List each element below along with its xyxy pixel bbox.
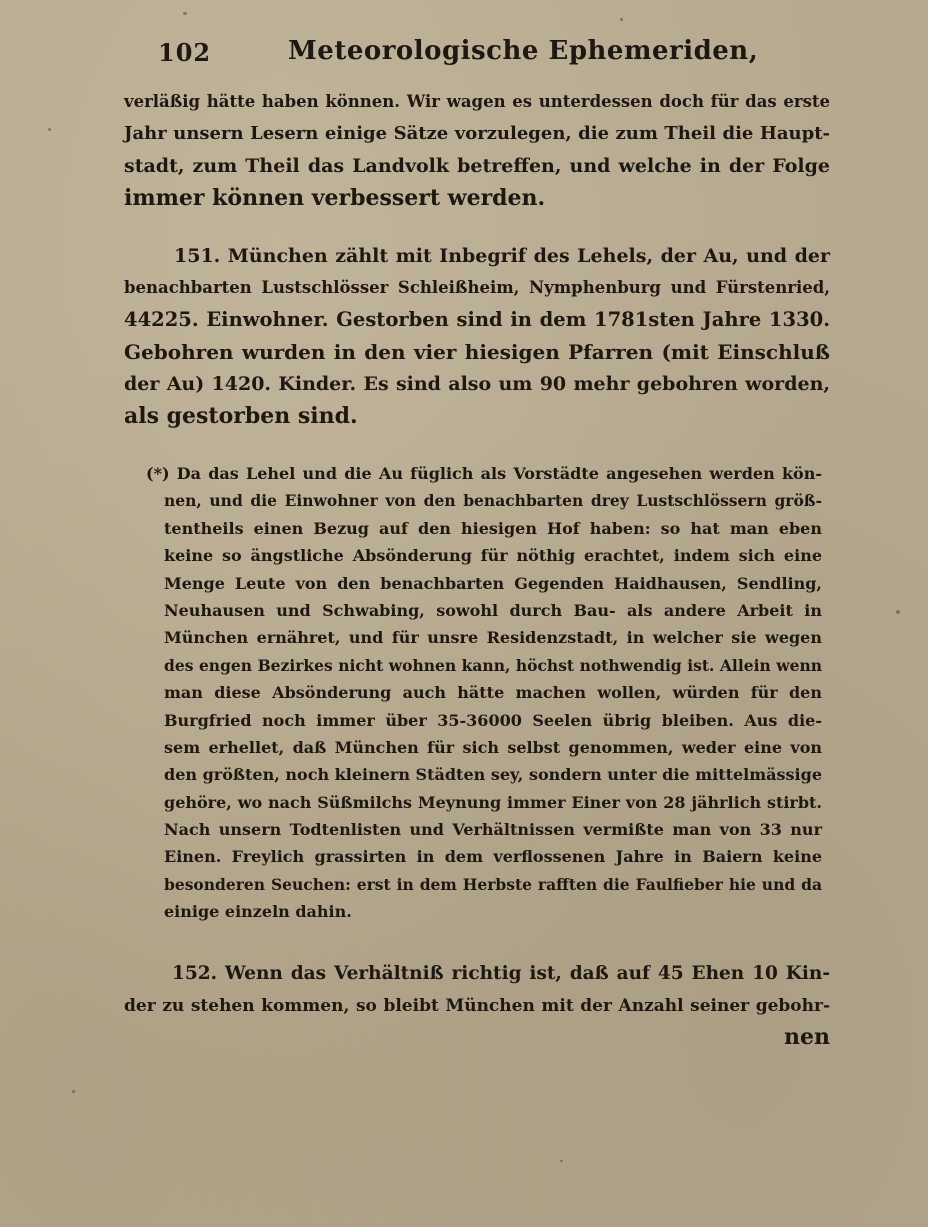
paper-speck: [183, 12, 187, 15]
text-line: 151. München zählt mit Inbegrif des Lehels, der Au, und der: [174, 245, 830, 267]
page-number: 102: [158, 38, 212, 67]
paper-speck: [620, 18, 623, 21]
text-line: der Au) 1420. Kinder. Es sind also um 90 mehr gebohren worden,: [124, 373, 830, 395]
footnote-line: sem erhellet, daß München für sich selbst genommen, weder eine von: [164, 737, 822, 757]
text-line: immer können verbessert werden.: [124, 185, 546, 211]
catchword: nen: [784, 1024, 830, 1050]
running-title: Meteorologische Ephemeriden,: [288, 36, 759, 66]
footnote-line: gehöre, wo nach Süßmilchs Meynung immer Einer von 28 jährlich stirbt.: [164, 792, 822, 812]
footnote: [146, 460, 822, 926]
text-line: Gebohren wurden in den vier hiesigen Pfarren (mit Einschluß: [124, 340, 830, 364]
text-line: stadt, zum Theil das Landvolk betreffen, und welche in der Folge: [124, 155, 830, 177]
footnote-line: Neuhausen und Schwabing, sowohl durch Bau- als andere Arbeit in: [164, 600, 822, 620]
text-line: der zu stehen kommen, so bleibt München mit der Anzahl seiner gebohr-: [124, 996, 830, 1016]
paper-speck: [48, 128, 51, 131]
paper-speck: [896, 610, 900, 614]
footnote-line: München ernähret, und für unsre Residenzstadt, in welcher sie wegen: [164, 628, 822, 648]
footnote-line: besonderen Seuchen: erst in dem Herbste rafften die Faulfieber hie und da: [164, 874, 822, 894]
page-header: [158, 36, 759, 72]
text-line: Jahr unsern Lesern einige Sätze vorzulegen, die zum Theil die Haupt-: [124, 123, 830, 144]
paragraph-151: [124, 240, 830, 432]
footnote-line: Burgfried noch immer über 35-36000 Seelen übrig bleiben. Aus die-: [164, 710, 822, 730]
footnote-line: nen, und die Einwohner von den benachbarten drey Lustschlössern größ-: [164, 491, 822, 511]
text-line: 152. Wenn das Verhältniß richtig ist, daß auf 45 Ehen 10 Kin-: [172, 963, 830, 984]
footnote-line: tentheils einen Bezug auf den hiesigen Hof haben: so hat man eben: [164, 518, 822, 538]
text-line: benachbarten Lustschlösser Schleißheim, Nymphenburg und Fürstenried,: [124, 278, 830, 297]
footnote-line: Einen. Freylich grassirten in dem verflossenen Jahre in Baiern keine: [164, 847, 822, 867]
intro-paragraph: [124, 86, 830, 214]
footnote-line: Menge Leute von den benachbarten Gegenden Haidhausen, Sendling,: [164, 573, 822, 593]
footnote-line: den größten, noch kleinern Städten sey, sondern unter die mittelmässige: [164, 765, 822, 785]
footnote-line: keine so ängstliche Absönderung für nöthig erachtet, indem sich eine: [164, 546, 822, 566]
text-line: verläßig hätte haben können. Wir wagen es unterdessen doch für das erste: [124, 92, 830, 111]
footnote-line: Nach unsern Todtenlisten und Verhältnissen vermißte man von 33 nur: [164, 820, 822, 840]
text-line: 44225. Einwohner. Gestorben sind in dem 1781sten Jahre 1330.: [124, 308, 830, 331]
paragraph-152: [124, 958, 830, 1022]
paper-speck: [72, 1090, 75, 1093]
paper-speck: [560, 1160, 563, 1162]
footnote-line: des engen Bezirkes nicht wohnen kann, höchst nothwendig ist. Allein wenn: [164, 655, 822, 675]
footnote-line: (*) Da das Lehel und die Au füglich als Vorstädte angesehen werden kön-: [146, 464, 822, 483]
footnote-line: einige einzeln dahin.: [164, 902, 352, 922]
footnote-line: man diese Absönderung auch hätte machen wollen, würden für den: [164, 683, 822, 703]
text-line: als gestorben sind.: [124, 403, 358, 429]
